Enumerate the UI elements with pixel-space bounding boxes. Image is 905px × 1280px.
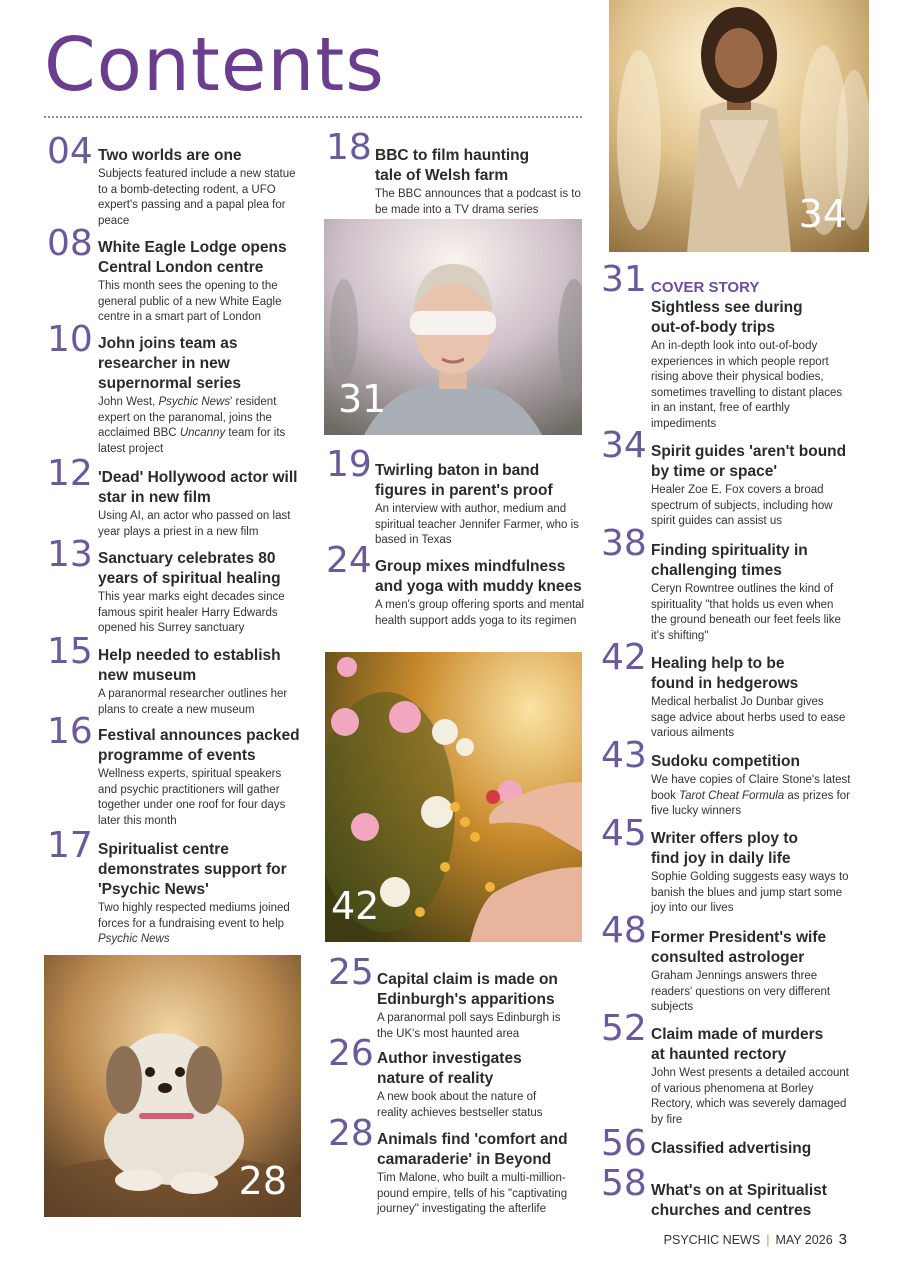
entry-title: Animals find 'comfort and camaraderie' in Beyond [377, 1131, 568, 1168]
photo-page-label: 28 [238, 1159, 287, 1203]
entry-description: This month sees the opening to the general public of a new White Eagle centre in a smart part of London [98, 280, 282, 324]
entry-title: Spiritualist centre demonstrates support for 'Psychic News' [98, 841, 287, 898]
entry-title: Claim made of murders at haunted rectory [651, 1026, 824, 1063]
page-number: 12 [47, 453, 93, 494]
dog-photo[interactable] [44, 955, 301, 1217]
entry-description: John West presents a detailed account of various phenomena at Borley Rectory, which was severely damaged by fire [651, 1067, 849, 1126]
entry-description: A paranormal researcher outlines her plans to create a new museum [98, 688, 288, 716]
page-number: 58 [601, 1163, 647, 1204]
entry-description: This year marks eight decades since famous spirit healer Harry Edwards opened his Surrey sanctuary [98, 591, 285, 635]
page-number: 42 [601, 637, 647, 678]
entry-description: An in-depth look into out-of-body experiences in which people report rising above their physical bodies, sometimes travelling to distant places in an instant, free of earthly impediments [651, 340, 843, 430]
entry-title: What's on at Spiritualist churches and centres [651, 1182, 827, 1219]
entry-title: Spirit guides 'aren't bound by time or space' [651, 443, 847, 480]
entry-title: White Eagle Lodge opens Central London centre [98, 239, 287, 276]
entry-description: Graham Jennings answers three readers' questions on very different subjects [651, 970, 831, 1014]
entry-title: BBC to film haunting tale of Welsh farm [375, 147, 530, 184]
blindfold-photo[interactable] [324, 219, 582, 435]
page-number: 24 [326, 540, 372, 581]
entry-description: Sophie Golding suggests easy ways to banish the blues and jump start some joy into our lives [651, 871, 849, 915]
entry-description: Medical herbalist Jo Dunbar gives sage advice about herbs used to ease various ailments [651, 696, 846, 740]
entry-title: Writer offers ploy to find joy in daily life [651, 830, 798, 867]
entry-description: Ceryn Rowntree outlines the kind of spirituality "that holds us even when the ground beneath our feet feels like it's shifting" [651, 583, 841, 642]
entry-title: Classified advertising [651, 1140, 812, 1157]
page-number: 43 [601, 735, 647, 776]
title-divider [44, 116, 582, 118]
entry-description: A paranormal poll says Edinburgh is the UK's most haunted area [377, 1012, 561, 1040]
page-number: 28 [328, 1113, 374, 1154]
entry-title: Help needed to establish new museum [98, 647, 281, 684]
publication-name: PSYCHIC NEWS [663, 1233, 761, 1247]
entry-description: A new book about the nature of reality achieves bestseller status [377, 1091, 543, 1119]
page-number: 56 [601, 1123, 647, 1164]
photo-page-label: 34 [798, 192, 847, 236]
footer-separator: | [766, 1233, 770, 1247]
entry-description: An interview with author, medium and spiritual teacher Jennifer Farmer, who is based in Texas [375, 503, 579, 547]
entry-title: Healing help to be found in hedgerows [651, 655, 799, 692]
entry-title: Author investigates nature of reality [377, 1050, 522, 1087]
entry-title: Sightless see during out-of-body trips [651, 299, 803, 336]
page-number: 45 [601, 813, 647, 854]
page-number: 13 [47, 534, 93, 575]
page-number: 26 [328, 1033, 374, 1074]
page-number: 15 [47, 631, 93, 672]
page-number: 08 [47, 223, 93, 264]
page-number: 31 [601, 259, 647, 300]
photo-page-label: 42 [331, 884, 380, 928]
page-number: 19 [326, 444, 372, 485]
entry-title: Group mixes mindfulness and yoga with muddy knees [375, 558, 582, 595]
page-number: 25 [328, 952, 374, 993]
entry-title: Two worlds are one [98, 147, 242, 164]
page-number: 10 [47, 319, 93, 360]
entry-title: Former President's wife consulted astrologer [651, 929, 827, 966]
entry-description: We have copies of Claire Stone's latest book Tarot Cheat Formula as prizes for five lucky winners [651, 774, 851, 818]
entry-title: John joins team as researcher in new supernormal series [98, 335, 242, 392]
entry-description: Subjects featured include a new statue to a bomb-detecting rodent, a UFO expert's passing and a papal plea for peace [98, 168, 296, 227]
issue-date: MAY 2026 [775, 1233, 833, 1247]
entry-description: Wellness experts, spiritual speakers and psychic practitioners will gather together under one roof for four days later this month [98, 768, 286, 827]
page-number: 48 [601, 910, 647, 951]
cover-story-label: COVER STORY [651, 279, 760, 296]
entry-description: Two highly respected mediums joined forces for a fundraising event to help Psychic News [98, 902, 290, 946]
page-number: 16 [47, 711, 93, 752]
entry-title: Finding spirituality in challenging times [651, 542, 808, 579]
page-footer [664, 1231, 847, 1248]
page-number: 18 [326, 127, 372, 168]
footer-page-number: 3 [838, 1231, 847, 1248]
page-number: 52 [601, 1008, 647, 1049]
page-number: 38 [601, 523, 647, 564]
entry-title: Festival announces packed programme of events [98, 727, 300, 764]
page-number: 17 [47, 825, 93, 866]
flowers-photo[interactable] [325, 652, 582, 942]
entry-title: Capital claim is made on Edinburgh's apparitions [377, 971, 558, 1008]
entry-description: Healer Zoe E. Fox covers a broad spectrum of subjects, including how spirit guides can assist us [651, 484, 833, 528]
entry-description: The BBC announces that a podcast is to be made into a TV drama series [375, 188, 581, 216]
page-title: Contents [44, 22, 385, 108]
entry-description: A men's group offering sports and mental health support adds yoga to its regimen [375, 599, 585, 627]
entry-description: Using AI, an actor who passed on last year plays a priest in a new film [98, 510, 291, 538]
entry-description: John West, Psychic News' resident expert on the paranomal, joins the acclaimed BBC Uncanny team for its latest project [98, 396, 286, 455]
entry-title: Sanctuary celebrates 80 years of spiritual healing [98, 550, 281, 587]
entry-title: 'Dead' Hollywood actor will star in new film [98, 469, 298, 506]
page-number: 34 [601, 425, 647, 466]
photo-page-label: 31 [338, 377, 387, 421]
entry-title: Sudoku competition [651, 753, 800, 770]
cover-woman-photo[interactable] [609, 0, 869, 252]
entry-description: Tim Malone, who built a multi-million-pound empire, tells of his "captivating journey" investigating the afterlife [377, 1172, 568, 1216]
entry-title: Twirling baton in band figures in parent's proof [375, 462, 553, 499]
page-number: 04 [47, 131, 93, 172]
